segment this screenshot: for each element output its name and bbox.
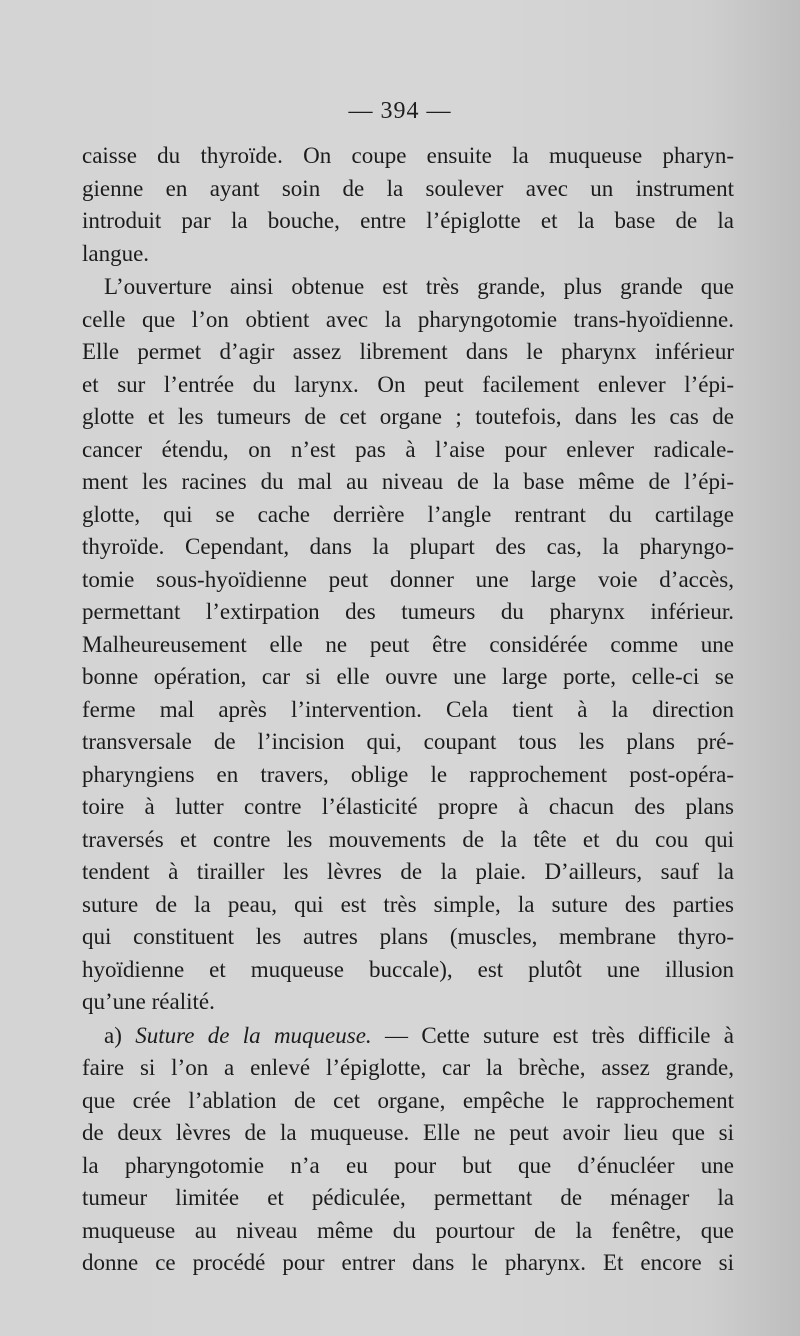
text-line: introduit par la bouche, entre l’épiglotte et la base de la xyxy=(82,208,734,233)
text-line: et sur l’entrée du larynx. On peut facilement enlever l’épi- xyxy=(82,371,734,397)
text-line: suture de la peau, qui est très simple, la suture des parties xyxy=(82,891,734,917)
text-line: thyroïde. Cependant, dans la plupart des cas, la pharyngo- xyxy=(82,534,734,559)
text-line: caisse du thyroïde. On coupe ensuite la muqueuse pharyn- xyxy=(82,143,734,168)
text-line: glotte et les tumeurs de cet organe ; toutefois, dans les cas de xyxy=(82,404,734,429)
text-line: Elle permet d’agir assez librement dans le pharynx inférieur xyxy=(82,339,734,364)
text-line: transversale de l’incision qui, coupant tous les plans pré- xyxy=(82,729,734,754)
text-line: muqueuse au niveau même du pourtour de la fenêtre, que xyxy=(82,1217,734,1243)
section-title: Suture de la muqueuse. xyxy=(135,1022,372,1048)
text-line: que crée l’ablation de cet organe, empêche le rapprochement xyxy=(82,1087,734,1113)
section-heading-line xyxy=(82,1020,734,1053)
text-line: faire si l’on a enlevé l’épiglotte, car la brèche, assez grande, xyxy=(82,1055,734,1080)
text-line: Malheureusement elle ne peut être considérée comme une xyxy=(82,631,734,657)
section-heading-rest: — Cette suture est très difficile à xyxy=(371,1022,735,1048)
text-line: pharyngiens en travers, oblige le rapprochement post-opéra- xyxy=(82,761,734,787)
text-line: donne ce procédé pour entrer dans le pharynx. Et encore si xyxy=(82,1250,734,1275)
text-line: cancer étendu, on n’est pas à l’aise pour enlever radicale- xyxy=(82,436,734,462)
text-line: hyoïdienne et muqueuse buccale), est plutôt une illusion xyxy=(82,956,734,982)
text-line: L’ouverture ainsi obtenue est très grande, plus grande que xyxy=(104,274,734,299)
text-line: qu’une réalité. xyxy=(82,989,215,1014)
section-letter: a) xyxy=(104,1022,122,1048)
text-line: de deux lèvres de la muqueuse. Elle ne peut avoir lieu que si xyxy=(82,1120,734,1145)
text-line: glotte, qui se cache derrière l’angle rentrant du cartilage xyxy=(82,501,734,527)
text-line: qui constituent les autres plans (muscles, membrane thyro- xyxy=(82,924,734,949)
text-line: tendent à tirailler les lèvres de la plaie. D’ailleurs, sauf la xyxy=(82,859,734,884)
text-line: bonne opération, car si elle ouvre une large porte, celle-ci se xyxy=(82,664,734,689)
text-line: permettant l’extirpation des tumeurs du pharynx inférieur. xyxy=(82,599,734,624)
text-line: ment les racines du mal au niveau de la base même de l’épi- xyxy=(82,469,734,494)
text-line: celle que l’on obtient avec la pharyngotomie trans-hyoïdienne. xyxy=(82,306,734,332)
text-line: tomie sous-hyoïdienne peut donner une large voie d’accès, xyxy=(82,566,734,592)
text-line: ferme mal après l’intervention. Cela tient à la direction xyxy=(82,696,734,722)
text-line: tumeur limitée et pédiculée, permettant de ménager la xyxy=(82,1185,734,1210)
text-line: gienne en ayant soin de la soulever avec un instrument xyxy=(82,175,734,201)
text-line: langue. xyxy=(82,240,150,266)
page-number: — 394 — xyxy=(348,98,452,124)
text-line: traversés et contre les mouvements de la tête et du cou qui xyxy=(82,826,734,852)
body-text xyxy=(82,140,734,1280)
text-line: la pharyngotomie n’a eu pour but que d’énucléer une xyxy=(82,1152,734,1178)
text-line: toire à lutter contre l’élasticité propre à chacun des plans xyxy=(82,794,734,819)
